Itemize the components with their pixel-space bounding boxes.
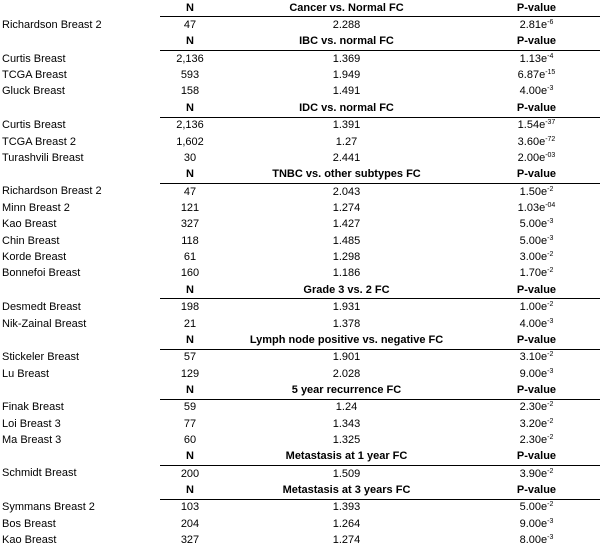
p-value-mantissa: 5.00e (519, 218, 548, 231)
column-header-n: N (160, 0, 220, 17)
dataset-name: Loi Breast 3 (2, 417, 61, 430)
p-value (473, 150, 600, 166)
p-value-mantissa: 2.30e (519, 434, 548, 447)
p-value-mantissa: 2.00e (517, 151, 546, 164)
table-row (0, 432, 600, 448)
fold-change: 1.949 (332, 69, 361, 82)
table-row (0, 349, 600, 366)
p-value (473, 67, 600, 83)
p-value-mantissa: 4.00e (519, 317, 548, 330)
fold-change: 1.509 (332, 467, 361, 480)
p-value-mantissa: 1.54e (517, 119, 546, 132)
p-value-mantissa: 3.90e (519, 467, 548, 480)
sample-count: 47 (183, 185, 197, 198)
column-header-pvalue: P-value (473, 34, 600, 51)
p-value (473, 416, 600, 432)
sample-count: 77 (183, 417, 197, 430)
sample-count: 327 (180, 534, 200, 547)
table-row (0, 51, 600, 68)
p-value-mantissa: 9.00e (519, 367, 548, 380)
fold-change: 1.391 (332, 119, 361, 132)
column-header-n: N (160, 382, 220, 399)
p-value-exponent: -2 (547, 434, 554, 442)
header-spacer (0, 332, 160, 349)
dataset-name: Schmidt Breast (2, 467, 77, 480)
table-row (0, 84, 600, 100)
column-header-n: N (160, 482, 220, 499)
sample-count: 2,136 (176, 119, 204, 132)
dataset-name: TCGA Breast 2 (2, 135, 76, 148)
table-row (0, 117, 600, 134)
section-header (0, 167, 600, 184)
fold-change: 1.491 (332, 85, 361, 98)
header-spacer (0, 282, 160, 299)
dataset-name: Kao Breast (2, 534, 57, 547)
dataset-name: Chin Breast (2, 234, 60, 247)
fold-change: 2.043 (332, 185, 361, 198)
column-header-pvalue: P-value (473, 167, 600, 184)
column-header-n: N (160, 34, 220, 51)
dataset-name: Bonnefoi Breast (2, 267, 81, 280)
table-row (0, 183, 600, 200)
p-value-mantissa: 1.03e (517, 201, 546, 214)
p-value (473, 183, 600, 200)
p-value-mantissa: 5.00e (519, 501, 548, 514)
p-value (473, 217, 600, 233)
dataset-name: Turashvili Breast (2, 151, 84, 164)
fold-change: 1.274 (332, 201, 361, 214)
sample-count: 593 (180, 69, 200, 82)
p-value (473, 134, 600, 150)
fold-change: 2.441 (332, 151, 361, 164)
column-header-pvalue: P-value (473, 332, 600, 349)
dataset-name: Minn Breast 2 (2, 201, 70, 214)
p-value-exponent: -04 (545, 201, 556, 209)
p-value-exponent: -3 (547, 234, 554, 242)
p-value-mantissa: 4.00e (519, 85, 548, 98)
sample-count: 204 (180, 517, 200, 530)
fold-change: 2.288 (332, 19, 361, 32)
p-value-mantissa: 3.00e (519, 251, 548, 264)
fold-change: 1.274 (332, 534, 361, 547)
dataset-name: Bos Breast (2, 517, 56, 530)
sample-count: 47 (183, 19, 197, 32)
comparison-title: Metastasis at 1 year FC (220, 449, 473, 466)
p-value-mantissa: 8.00e (519, 534, 548, 547)
p-value-exponent: -3 (547, 317, 554, 325)
header-spacer (0, 167, 160, 184)
dataset-name: Finak Breast (2, 401, 64, 414)
p-value-exponent: -15 (545, 69, 556, 77)
section-header (0, 100, 600, 117)
comparison-title: Lymph node positive vs. negative FC (220, 332, 473, 349)
p-value-mantissa: 5.00e (519, 234, 548, 247)
p-value (473, 499, 600, 516)
p-value (473, 266, 600, 282)
p-value (473, 200, 600, 216)
sample-count: 129 (180, 367, 200, 380)
p-value-exponent: -3 (547, 367, 554, 375)
sample-count: 327 (180, 218, 200, 231)
p-value-mantissa: 1.70e (519, 267, 548, 280)
p-value (473, 516, 600, 532)
fold-change: 1.27 (335, 135, 358, 148)
table-row (0, 134, 600, 150)
column-header-pvalue: P-value (473, 282, 600, 299)
comparison-title: Cancer vs. Normal FC (220, 0, 473, 17)
table-row (0, 533, 600, 549)
fold-change: 1.393 (332, 501, 361, 514)
dataset-name: Nik-Zainal Breast (2, 317, 87, 330)
fold-change: 1.931 (332, 301, 361, 314)
dataset-name: Symmans Breast 2 (2, 501, 95, 514)
table-row (0, 200, 600, 216)
p-value (473, 17, 600, 34)
column-header-pvalue: P-value (473, 482, 600, 499)
p-value (473, 249, 600, 265)
dataset-name: Stickeler Breast (2, 350, 80, 363)
column-header-n: N (160, 449, 220, 466)
sample-count: 198 (180, 301, 200, 314)
p-value-mantissa: 3.20e (519, 417, 548, 430)
dataset-name: Kao Breast (2, 218, 57, 231)
p-value-exponent: -03 (545, 151, 556, 159)
section-header (0, 34, 600, 51)
comparison-title: IBC vs. normal FC (220, 34, 473, 51)
table-row (0, 399, 600, 416)
p-value-mantissa: 6.87e (517, 69, 546, 82)
sample-count: 2,136 (176, 52, 204, 65)
column-header-n: N (160, 332, 220, 349)
p-value (473, 399, 600, 416)
section-header (0, 449, 600, 466)
p-value (473, 316, 600, 332)
header-spacer (0, 449, 160, 466)
sample-count: 118 (181, 234, 199, 247)
sample-count: 121 (180, 201, 200, 214)
fold-change: 1.901 (332, 351, 361, 364)
p-value-exponent: -3 (547, 85, 554, 93)
dataset-name: Lu Breast (2, 367, 50, 380)
p-value-exponent: -2 (547, 401, 554, 409)
sample-count: 59 (183, 401, 197, 414)
fold-change: 1.343 (332, 417, 361, 430)
p-value-exponent: -2 (547, 417, 554, 425)
column-header-pvalue: P-value (473, 382, 600, 399)
table-row (0, 416, 600, 432)
comparison-title: Grade 3 vs. 2 FC (220, 282, 473, 299)
p-value (473, 117, 600, 134)
table-row (0, 466, 600, 483)
dataset-name: Curtis Breast (2, 118, 66, 131)
column-header-n: N (160, 167, 220, 184)
section-header (0, 382, 600, 399)
fold-change: 1.186 (332, 267, 361, 280)
fold-change: 2.028 (332, 367, 361, 380)
p-value-exponent: -2 (547, 267, 554, 275)
sample-count: 21 (183, 317, 197, 330)
fold-change: 1.485 (332, 234, 361, 247)
p-value-exponent: -2 (547, 501, 554, 509)
sample-count: 200 (180, 467, 200, 480)
section-header (0, 0, 600, 17)
p-value (473, 432, 600, 448)
p-value (473, 51, 600, 68)
column-header-pvalue: P-value (473, 449, 600, 466)
fold-change: 1.427 (332, 218, 361, 231)
dataset-name: Desmedt Breast (2, 300, 81, 313)
fold-change: 1.325 (332, 434, 361, 447)
column-header-n: N (160, 100, 220, 117)
p-value-exponent: -4 (547, 52, 554, 60)
fold-change: 1.24 (335, 401, 358, 414)
sample-count: 103 (180, 501, 200, 514)
table-row (0, 499, 600, 516)
p-value-mantissa: 2.30e (519, 401, 548, 414)
p-value-exponent: -2 (547, 251, 554, 259)
p-value-mantissa: 9.00e (519, 517, 548, 530)
sample-count: 61 (183, 251, 197, 264)
p-value-exponent: -2 (547, 351, 554, 359)
p-value (473, 349, 600, 366)
comparison-title: IDC vs. normal FC (220, 100, 473, 117)
table-row (0, 366, 600, 382)
table-row (0, 217, 600, 233)
dataset-name: Gluck Breast (2, 85, 65, 98)
p-value-exponent: -3 (547, 517, 554, 525)
fold-change: 1.264 (332, 517, 361, 530)
table-row (0, 67, 600, 83)
column-header-pvalue: P-value (473, 0, 600, 17)
dataset-name: TCGA Breast (2, 69, 67, 82)
p-value-mantissa: 1.00e (519, 301, 548, 314)
header-spacer (0, 34, 160, 51)
column-header-pvalue: P-value (473, 100, 600, 117)
dataset-name: Curtis Breast (2, 52, 66, 65)
p-value-exponent: -2 (547, 301, 554, 309)
table-row (0, 516, 600, 532)
header-spacer (0, 482, 160, 499)
p-value-mantissa: 3.60e (517, 135, 546, 148)
fold-change: 1.378 (332, 317, 361, 330)
section-header (0, 282, 600, 299)
p-value-exponent: -3 (547, 218, 554, 226)
p-value (473, 366, 600, 382)
p-value-mantissa: 1.13e (519, 52, 548, 65)
header-spacer (0, 0, 160, 17)
fold-change: 1.369 (332, 52, 361, 65)
column-header-n: N (160, 282, 220, 299)
p-value (473, 466, 600, 483)
p-value (473, 84, 600, 100)
p-value-mantissa: 2.81e (519, 19, 548, 32)
sample-count: 1,602 (176, 135, 204, 148)
p-value-exponent: -37 (545, 119, 556, 127)
p-value-exponent: -3 (547, 534, 554, 542)
table-row (0, 17, 600, 34)
dataset-name: Richardson Breast 2 (2, 18, 102, 31)
table-row (0, 316, 600, 332)
p-value-exponent: -6 (547, 19, 554, 27)
table-row (0, 233, 600, 249)
table-row (0, 266, 600, 282)
header-spacer (0, 382, 160, 399)
p-value-exponent: -2 (547, 467, 554, 475)
section-header (0, 332, 600, 349)
dataset-name: Korde Breast (2, 251, 67, 264)
comparison-title: Metastasis at 3 years FC (220, 482, 473, 499)
comparison-title: 5 year recurrence FC (220, 382, 473, 399)
table-row (0, 299, 600, 316)
p-value-exponent: -2 (547, 185, 554, 193)
sample-count: 160 (180, 267, 200, 280)
section-header (0, 482, 600, 499)
sample-count: 57 (183, 351, 197, 364)
p-value-exponent: -72 (545, 135, 556, 143)
sample-count: 158 (180, 85, 200, 98)
p-value-mantissa: 3.10e (519, 351, 548, 364)
p-value (473, 299, 600, 316)
table-row (0, 150, 600, 166)
p-value-mantissa: 1.50e (519, 185, 548, 198)
fold-change: 1.298 (332, 251, 361, 264)
header-spacer (0, 100, 160, 117)
table-row (0, 249, 600, 265)
dataset-name: Richardson Breast 2 (2, 185, 102, 198)
sample-count: 30 (183, 151, 197, 164)
p-value (473, 533, 600, 549)
comparison-title: TNBC vs. other subtypes FC (220, 167, 473, 184)
sample-count: 60 (183, 434, 197, 447)
p-value (473, 233, 600, 249)
dataset-name: Ma Breast 3 (2, 434, 62, 447)
